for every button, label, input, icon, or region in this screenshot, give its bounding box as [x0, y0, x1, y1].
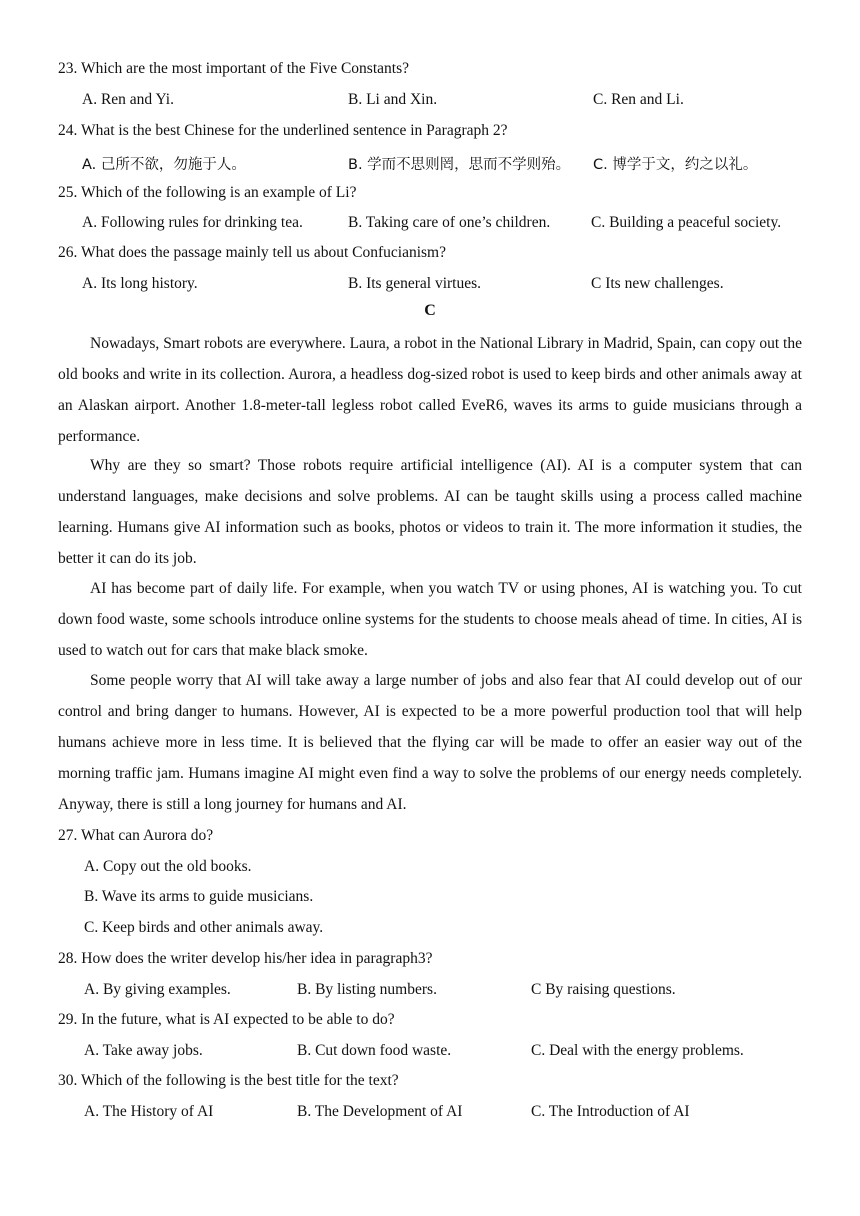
question-25-option-c: C. Building a peaceful society.	[591, 214, 782, 231]
question-25-option-b: B. Taking care of one’s children.	[348, 214, 551, 231]
passage-paragraph-4: Some people worry that AI will take away a large number of jobs and also fear that AI could develop out of our control and bring danger to humans. However, AI is expected to be a more powerful production tool that will help humans achieve more in less time. It is believed that the flying car will be made to offer an easier way out of the morning traffic jam. Humans imagine AI might even find a way to solve the problems of our energy needs completely. Anyway, there is still a long journey for humans and AI.	[58, 672, 802, 813]
question-24-option-b: B. 学而不思则罔，思而不学则殆。	[348, 157, 571, 173]
question-28-stem: 28. How does the writer develop his/her idea in paragraph3?	[58, 950, 433, 967]
question-28-option-b: B. By listing numbers.	[297, 981, 437, 998]
question-30-stem: 30. Which of the following is the best title for the text?	[58, 1072, 399, 1089]
question-23-option-b: B. Li and Xin.	[348, 91, 438, 108]
question-29-option-a: A. Take away jobs.	[84, 1042, 203, 1059]
question-30-option-b: B. The Development of AI	[297, 1103, 463, 1120]
question-28-option-c: C By raising questions.	[531, 981, 676, 998]
section-c-heading: C	[424, 302, 436, 319]
question-29-stem: 29. In the future, what is AI expected to be able to do?	[58, 1011, 395, 1028]
passage-paragraph-1: Nowadays, Smart robots are everywhere. Laura, a robot in the National Library in Madrid, Spain, can copy out the old books and write in its collection. Aurora, a headless dog-sized robot is used to keep birds and other animals away at an Alaskan airport. Another 1.8-meter-tall legless robot called EveR6, waves its arms to guide musicians through a performance.	[58, 335, 802, 445]
question-24-option-c: C. 博学于文，约之以礼。	[593, 157, 758, 173]
question-28-option-a: A. By giving examples.	[84, 981, 231, 998]
question-24-option-a: A. 己所不欲，勿施于人。	[82, 157, 246, 173]
question-26-stem: 26. What does the passage mainly tell us about Confucianism?	[58, 244, 446, 261]
question-27-stem: 27. What can Aurora do?	[58, 827, 214, 844]
question-27-option-a: A. Copy out the old books.	[84, 858, 252, 875]
question-30-option-c: C. The Introduction of AI	[531, 1103, 690, 1120]
passage-paragraph-2: Why are they so smart? Those robots require artificial intelligence (AI). AI is a computer system that can understand languages, make decisions and solve problems. AI can be taught skills using a process called machine learning. Humans give AI information such as books, photos or videos to train it. The more information it studies, the better it can do its job.	[58, 457, 802, 567]
question-23-stem: 23. Which are the most important of the Five Constants?	[58, 60, 409, 77]
question-26-option-c: C Its new challenges.	[591, 275, 724, 292]
question-27-option-b: B. Wave its arms to guide musicians.	[84, 888, 314, 905]
question-23-option-c: C. Ren and Li.	[593, 91, 684, 108]
question-23-option-a: A. Ren and Yi.	[82, 91, 174, 108]
question-25-stem: 25. Which of the following is an example of Li?	[58, 184, 357, 201]
question-24-stem: 24. What is the best Chinese for the underlined sentence in Paragraph 2?	[58, 122, 508, 139]
question-25-option-a: A. Following rules for drinking tea.	[82, 214, 303, 231]
question-26-option-a: A. Its long history.	[82, 275, 198, 292]
question-26-option-b: B. Its general virtues.	[348, 275, 482, 292]
question-29-option-b: B. Cut down food waste.	[297, 1042, 452, 1059]
question-30-option-a: A. The History of AI	[84, 1103, 214, 1120]
question-27-option-c: C. Keep birds and other animals away.	[84, 919, 324, 936]
question-29-option-c: C. Deal with the energy problems.	[531, 1042, 744, 1059]
passage-paragraph-3: AI has become part of daily life. For example, when you watch TV or using phones, AI is watching you. To cut down food waste, some schools introduce online systems for the students to choose meals ahead of time. In cities, AI is used to watch out for cars that make black smoke.	[58, 580, 802, 659]
